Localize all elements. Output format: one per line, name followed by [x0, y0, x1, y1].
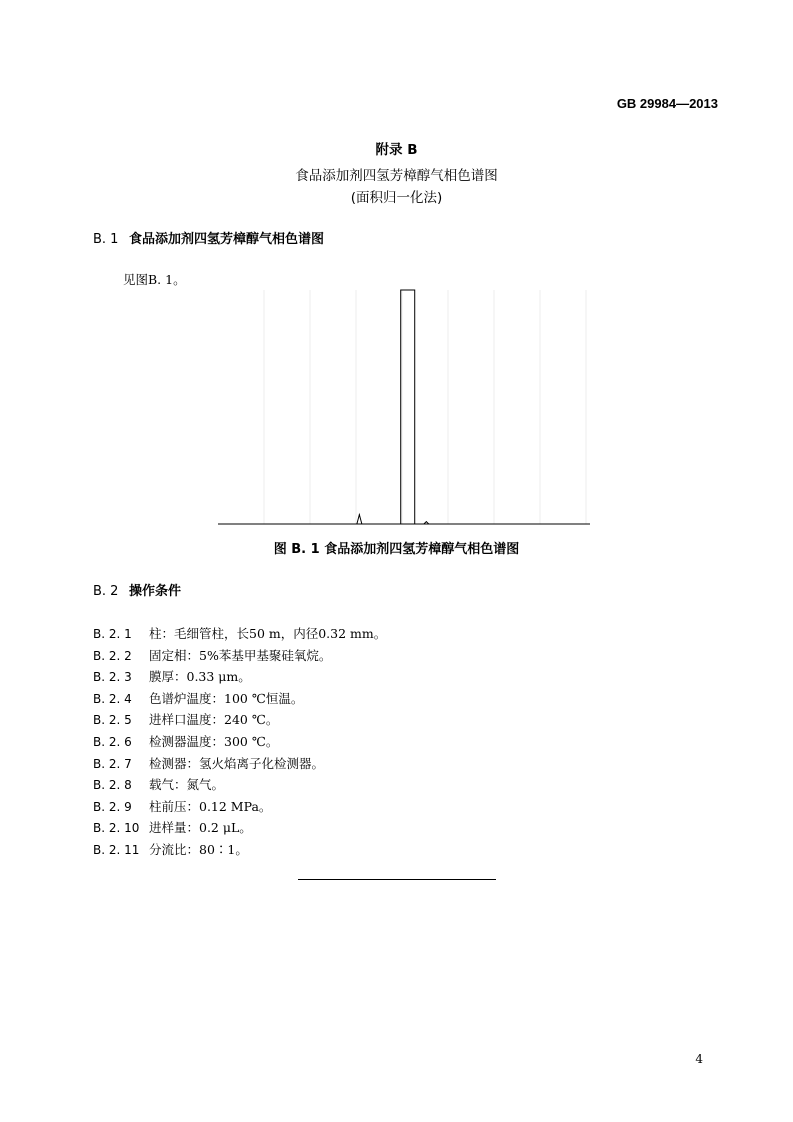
- section-b2-title: 操作条件: [129, 584, 182, 599]
- condition-item-number: B. 2. 3: [93, 670, 132, 685]
- condition-item-text: 载气：氮气。: [149, 777, 225, 793]
- figure-caption: 图 B. 1 食品添加剂四氢芳樟醇气相色谱图: [273, 542, 520, 557]
- condition-item: [93, 689, 303, 707]
- condition-item: [93, 818, 252, 836]
- condition-item-text: 柱前压：0.12 MPa。: [149, 798, 272, 814]
- condition-item-text: 色谱炉温度：100 ℃恒温。: [149, 690, 304, 706]
- condition-item: [93, 775, 224, 793]
- condition-item-number: B. 2. 7: [93, 756, 132, 771]
- condition-item-number: B. 2. 8: [93, 778, 132, 793]
- chart-grid: [264, 290, 586, 524]
- end-rule: [298, 879, 496, 880]
- page-number: 4: [695, 1052, 703, 1066]
- condition-item-number: B. 2. 6: [93, 735, 132, 749]
- condition-item-number: B. 2. 1: [93, 627, 132, 641]
- condition-item-number: B. 2. 5: [93, 713, 132, 728]
- condition-item: [93, 754, 324, 772]
- chromatogram-trace: [218, 290, 590, 524]
- chromatogram-peak: [407, 290, 408, 291]
- section-b2-heading: [93, 580, 181, 599]
- section-b1-number: B. 1: [93, 232, 119, 247]
- chromatogram-peak: [426, 521, 427, 522]
- condition-item-text: 膜厚：0.33 μm。: [149, 669, 251, 685]
- condition-item-number: B. 2. 4: [93, 691, 132, 706]
- condition-item-number: B. 2. 11: [93, 843, 140, 857]
- appendix-main-title: 食品添加剂四氢芳樟醇气相色谱图: [295, 168, 498, 184]
- standard-code: GB 29984—2013: [616, 96, 718, 111]
- condition-item-number: B. 2. 9: [93, 799, 132, 814]
- appendix-title: 附录 B: [375, 142, 418, 158]
- condition-item: [93, 667, 251, 685]
- condition-item-text: 检测器温度：300 ℃。: [149, 734, 279, 749]
- chromatogram-peak: [359, 514, 360, 515]
- condition-item-text: 进样量：0.2 μL。: [149, 820, 252, 836]
- condition-item-number: B. 2. 2: [93, 648, 132, 663]
- condition-item-text: 分流比：80∶1。: [149, 842, 248, 857]
- condition-item-text: 固定相：5%苯基甲基聚硅氧烷。: [149, 647, 332, 663]
- condition-item: [93, 646, 331, 664]
- appendix-subtitle: (面积归一化法): [350, 190, 443, 206]
- condition-item-text: 检测器：氢火焰离子化检测器。: [149, 755, 325, 771]
- condition-item: [93, 840, 248, 858]
- condition-item: [93, 710, 278, 728]
- section-b1-title: 食品添加剂四氢芳樟醇气相色谱图: [129, 232, 325, 247]
- section-b2-number: B. 2: [93, 584, 119, 599]
- see-figure-text: 见图B. 1。: [123, 272, 186, 287]
- condition-item: [93, 732, 278, 750]
- condition-item-text: 柱：毛细管柱，长50 m，内径0.32 mm。: [149, 626, 387, 641]
- condition-item: [93, 624, 386, 642]
- condition-item: [93, 797, 271, 815]
- chromatogram-chart: [0, 0, 793, 560]
- condition-item-text: 进样口温度：240 ℃。: [149, 712, 279, 728]
- condition-item-number: B. 2. 10: [93, 821, 140, 836]
